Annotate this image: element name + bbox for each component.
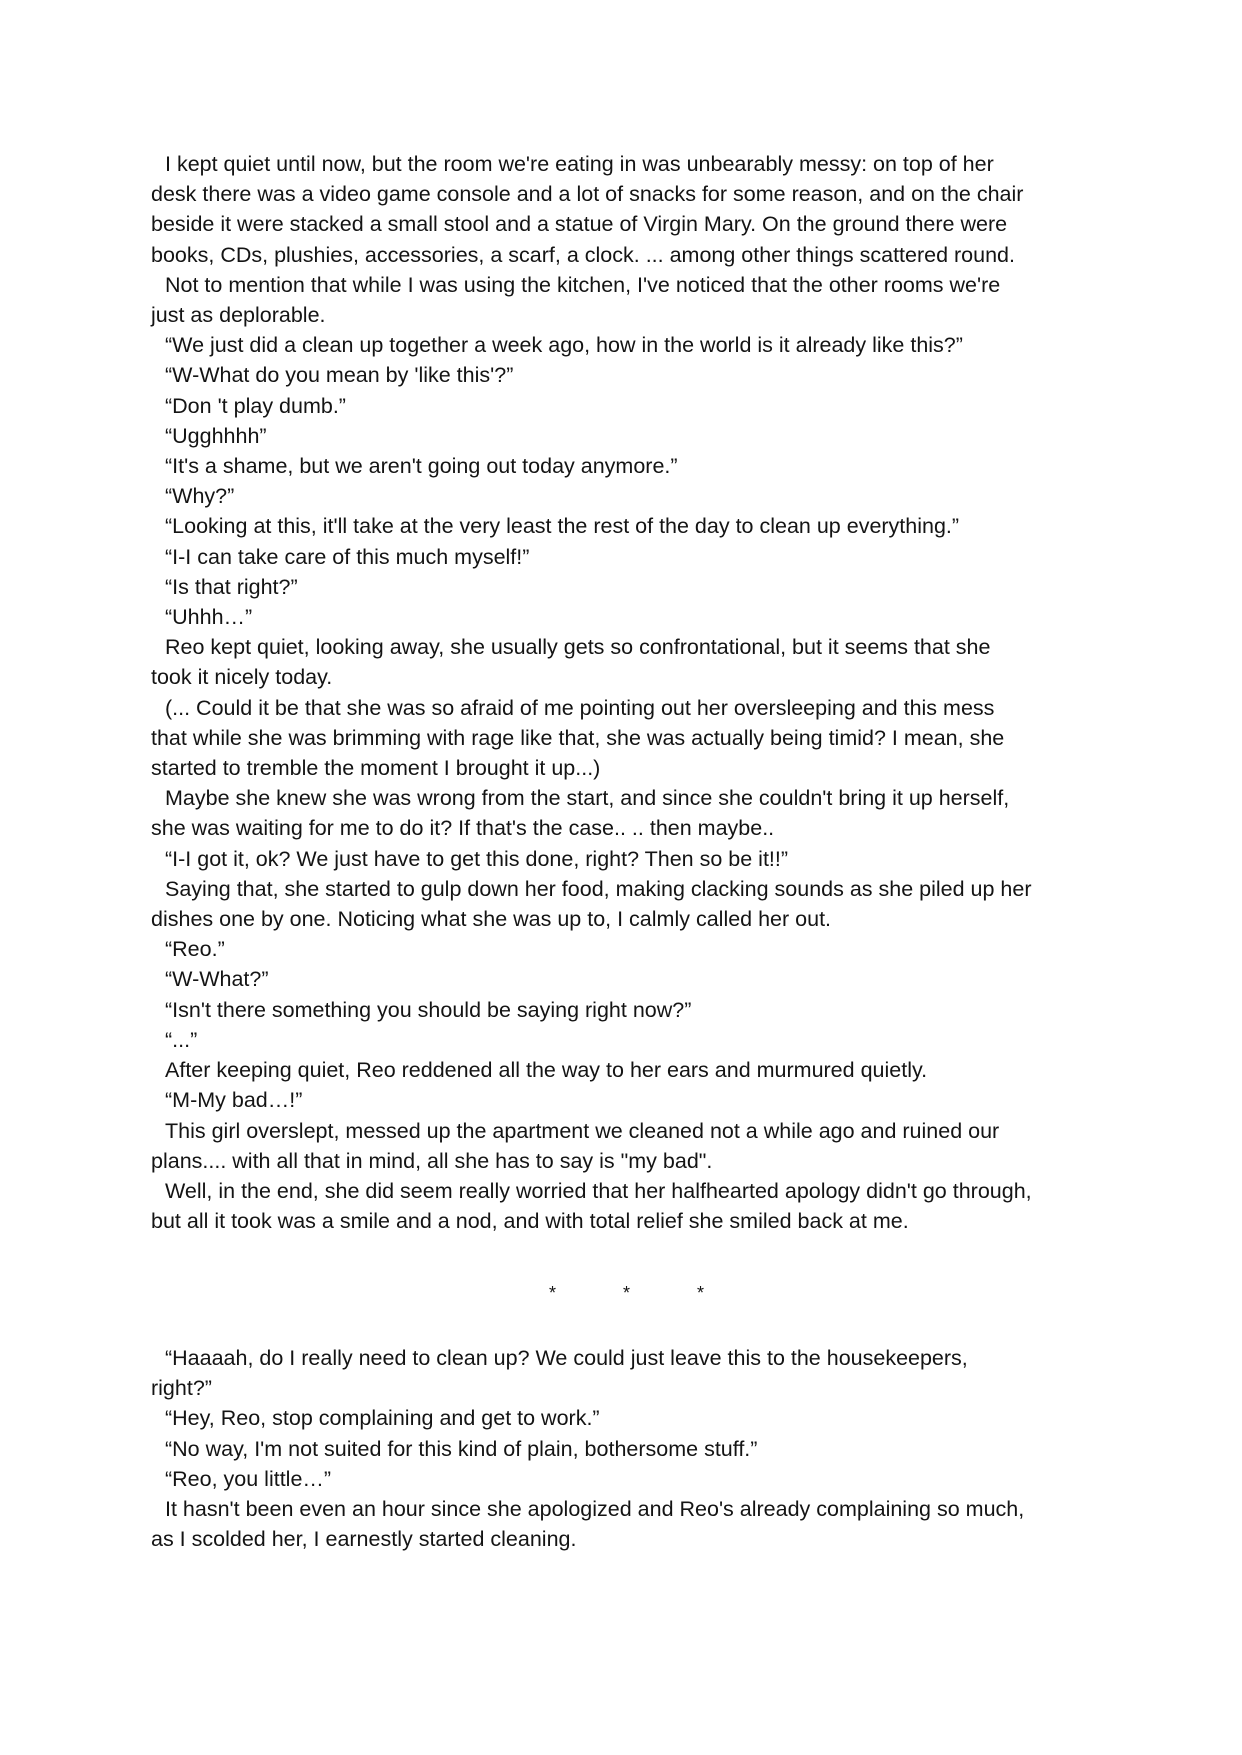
paragraph: Saying that, she started to gulp down her food, making clacking sounds as she piled up her dishes one by one. Noticing what she was up to, I calmly called her out.: [151, 876, 1032, 932]
paragraph: “Looking at this, it'll take at the very least the rest of the day to clean up everything.”: [165, 514, 960, 539]
paragraph: “I-I got it, ok? We just have to get this done, right? Then so be it!!”: [165, 846, 789, 871]
paragraph: “W-What do you mean by 'like this'?”: [165, 363, 514, 388]
paragraph: “Reo, you little…”: [165, 1466, 332, 1491]
scene-break-asterisk: *: [549, 1283, 557, 1303]
paragraph: “...”: [165, 1027, 198, 1052]
scene-break-asterisk: *: [623, 1283, 631, 1303]
paragraph: Reo kept quiet, looking away, she usually gets so confrontational, but it seems that she took it nicely today.: [151, 635, 991, 690]
paragraph: “Is that right?”: [165, 574, 298, 599]
paragraph: Well, in the end, she did seem really worried that her halfhearted apology didn't go through, but all it took was a smile and a nod, and with total relief she smiled back at me.: [151, 1178, 1032, 1234]
paragraph: “No way, I'm not suited for this kind of plain, bothersome stuff.”: [165, 1436, 758, 1461]
text-section-1: [151, 149, 1101, 1236]
paragraph: (... Could it be that she was so afraid of me pointing out her oversleeping and this mess that while she was brimming with rage like that, she was actually being timid? I mean, she started to tremble the moment I brought it up...): [151, 695, 1005, 781]
paragraph: “Don 't play dumb.”: [165, 393, 346, 418]
paragraph: “Hey, Reo, stop complaining and get to work.”: [165, 1406, 600, 1431]
paragraph: “Uhhh…”: [165, 605, 253, 630]
paragraph: “Why?”: [165, 484, 235, 509]
paragraph: “Ugghhhh”: [165, 423, 267, 448]
paragraph: “Haaaah, do I really need to clean up? We could just leave this to the housekeepers, right?”: [151, 1346, 968, 1401]
paragraph: “Isn't there something you should be saying right now?”: [165, 997, 692, 1022]
paragraph: “It's a shame, but we aren't going out today anymore.”: [165, 454, 678, 479]
paragraph: “W-What?”: [165, 967, 269, 992]
paragraph: After keeping quiet, Reo reddened all the way to her ears and murmured quietly.: [165, 1058, 928, 1083]
paragraph: “I-I can take care of this much myself!”: [165, 544, 530, 569]
paragraph: “Reo.”: [165, 937, 225, 962]
text-section-2: [151, 1343, 1101, 1554]
scene-break: [151, 1283, 1101, 1313]
paragraph: “M-My bad…!”: [165, 1088, 303, 1113]
paragraph: It hasn't been even an hour since she apologized and Reo's already complaining so much, as I scolded her, I earnestly started cleaning.: [151, 1497, 1025, 1552]
paragraph: This girl overslept, messed up the apartment we cleaned not a while ago and ruined our plans.... with all that in mind, all she has to say is "my bad".: [151, 1118, 1000, 1173]
paragraph: I kept quiet until now, but the room we're eating in was unbearably messy: on top of her desk there was a video game console and a lot of snacks for some reason, and on the chair beside it were stacked a small stool and a statue of Virgin Mary. On the ground there were books, CDs, plushies, accessories, a scarf, a clock. ... among other things scattered round.: [151, 152, 1024, 267]
paragraph: Not to mention that while I was using the kitchen, I've noticed that the other rooms we're just as deplorable.: [151, 272, 1001, 328]
paragraph: Maybe she knew she was wrong from the start, and since she couldn't bring it up herself, she was waiting for me to do it? If that's the case.. .. then maybe..: [151, 786, 1010, 841]
scene-break-asterisk: *: [697, 1283, 705, 1303]
paragraph: “We just did a clean up together a week ago, how in the world is it already like this?”: [165, 333, 963, 358]
